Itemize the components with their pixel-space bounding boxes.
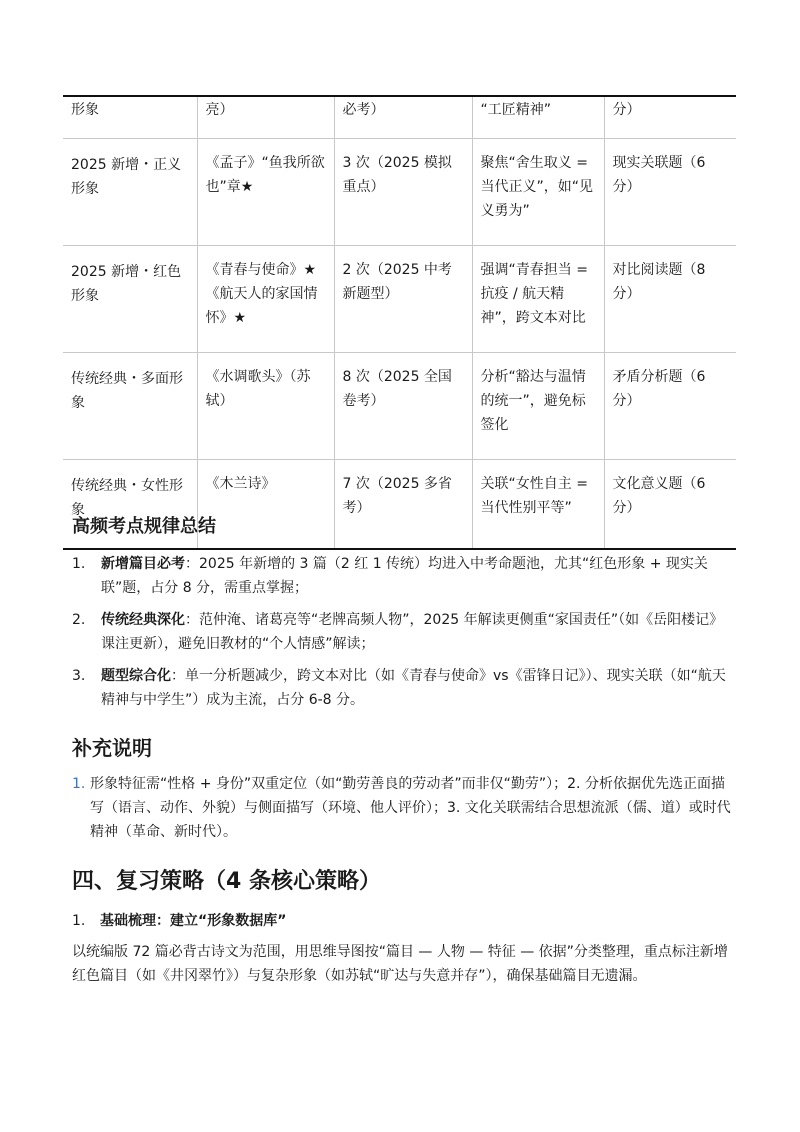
character-image-table xyxy=(63,95,736,550)
list-number: 2. xyxy=(72,612,86,628)
list-number: 1. xyxy=(72,556,86,572)
summary-list xyxy=(72,552,732,720)
strategy-paragraph: 以统编版 72 篇必背古诗文为范围，用思维导图按“篇目 — 人物 — 特征 — 依据”分类整理，重点标注新增红色篇目（如《井冈翠竹》）与复杂形象（如苏轼“旷达与失意并存”），确保基础篇目无遗漏。 xyxy=(72,944,728,984)
table-cell: 《青春与使命》★《航天人的家国情怀》★ xyxy=(197,246,334,353)
list-number: 3. xyxy=(72,668,86,684)
table-cell: 文化意义题（6 分） xyxy=(604,460,736,550)
strategy-heading: 四、复习策略（4 条核心策略） xyxy=(72,869,381,894)
table-cell: 《水调歌头》（苏轼） xyxy=(197,353,334,460)
table-cell: 《木兰诗》 xyxy=(197,460,334,550)
table-cell: 形象 xyxy=(63,96,197,139)
table-cell: 必考） xyxy=(334,96,472,139)
table-row xyxy=(63,353,736,460)
supplement-text: 形象特征需“性格 + 身份”双重定位（如“勤劳善良的劳动者”而非仅“勤劳”）；2. 分析依据优先选正面描写（语言、动作、外貌）与侧面描写（环境、他人评价）；3. 文化关联需结合思想流派（儒、道）或时代精神（革命、新时代）。 xyxy=(90,776,731,840)
table-cell: 亮） xyxy=(197,96,334,139)
table-cell: 2025 新增・正义形象 xyxy=(63,139,197,246)
list-item xyxy=(72,608,732,656)
list-number: 1. xyxy=(72,913,86,929)
table-cell: 7 次（2025 多省考） xyxy=(334,460,472,550)
table-cell: 分） xyxy=(604,96,736,139)
table-row xyxy=(63,246,736,353)
list-item xyxy=(72,664,732,712)
list-number: 1. xyxy=(72,776,86,792)
list-item-text: ：范仲淹、诸葛亮等“老牌高频人物”，2025 年解读更侧重“家国责任”（如《岳阳楼记》课注更新），避免旧教材的“个人情感”解读； xyxy=(101,612,724,652)
summary-heading: 高频考点规律总结 xyxy=(72,516,216,537)
strategy-subheading-text: 基础梳理：建立“形象数据库” xyxy=(100,913,287,929)
table-cell: 传统经典・多面形象 xyxy=(63,353,197,460)
strategy-subheading xyxy=(72,910,286,932)
list-item-title: 题型综合化 xyxy=(101,668,171,684)
list-item-title: 传统经典深化 xyxy=(101,612,185,628)
supplement-heading: 补充说明 xyxy=(72,736,152,760)
table-row xyxy=(63,96,736,139)
list-item-text: ：单一分析题减少，跨文本对比（如《青春与使命》vs《雷锋日记》）、现实关联（如“航天精神与中学生”）成为主流，占分 6-8 分。 xyxy=(101,668,726,708)
table-cell: 传统经典・女性形象 xyxy=(63,460,197,550)
table-cell: “工匠精神” xyxy=(472,96,604,139)
table-row xyxy=(63,139,736,246)
table-cell: 2 次（2025 中考新题型） xyxy=(334,246,472,353)
table-cell: 聚焦“舍生取义 = 当代正义”，如“见义勇为” xyxy=(472,139,604,246)
list-item xyxy=(72,552,732,600)
table-cell: 分析“豁达与温情的统一”，避免标签化 xyxy=(472,353,604,460)
table-cell: 对比阅读题（8 分） xyxy=(604,246,736,353)
table-cell: 强调“青春担当 = 抗疫 / 航天精神”，跨文本对比 xyxy=(472,246,604,353)
table-cell: 8 次（2025 全国卷考） xyxy=(334,353,472,460)
table-cell: 2025 新增・红色形象 xyxy=(63,246,197,353)
list-item-text: ：2025 年新增的 3 篇（2 红 1 传统）均进入中考命题池，尤其“红色形象 + 现实关联”题，占分 8 分，需重点掌握； xyxy=(101,556,708,596)
table-cell: 矛盾分析题（6 分） xyxy=(604,353,736,460)
table-cell: 3 次（2025 模拟重点） xyxy=(334,139,472,246)
table-cell: 关联“女性自主 = 当代性别平等” xyxy=(472,460,604,550)
table-cell: 现实关联题（6 分） xyxy=(604,139,736,246)
supplement-note xyxy=(72,772,732,844)
list-item-title: 新增篇目必考 xyxy=(101,556,185,572)
table-cell: 《孟子》“鱼我所欲也”章★ xyxy=(197,139,334,246)
